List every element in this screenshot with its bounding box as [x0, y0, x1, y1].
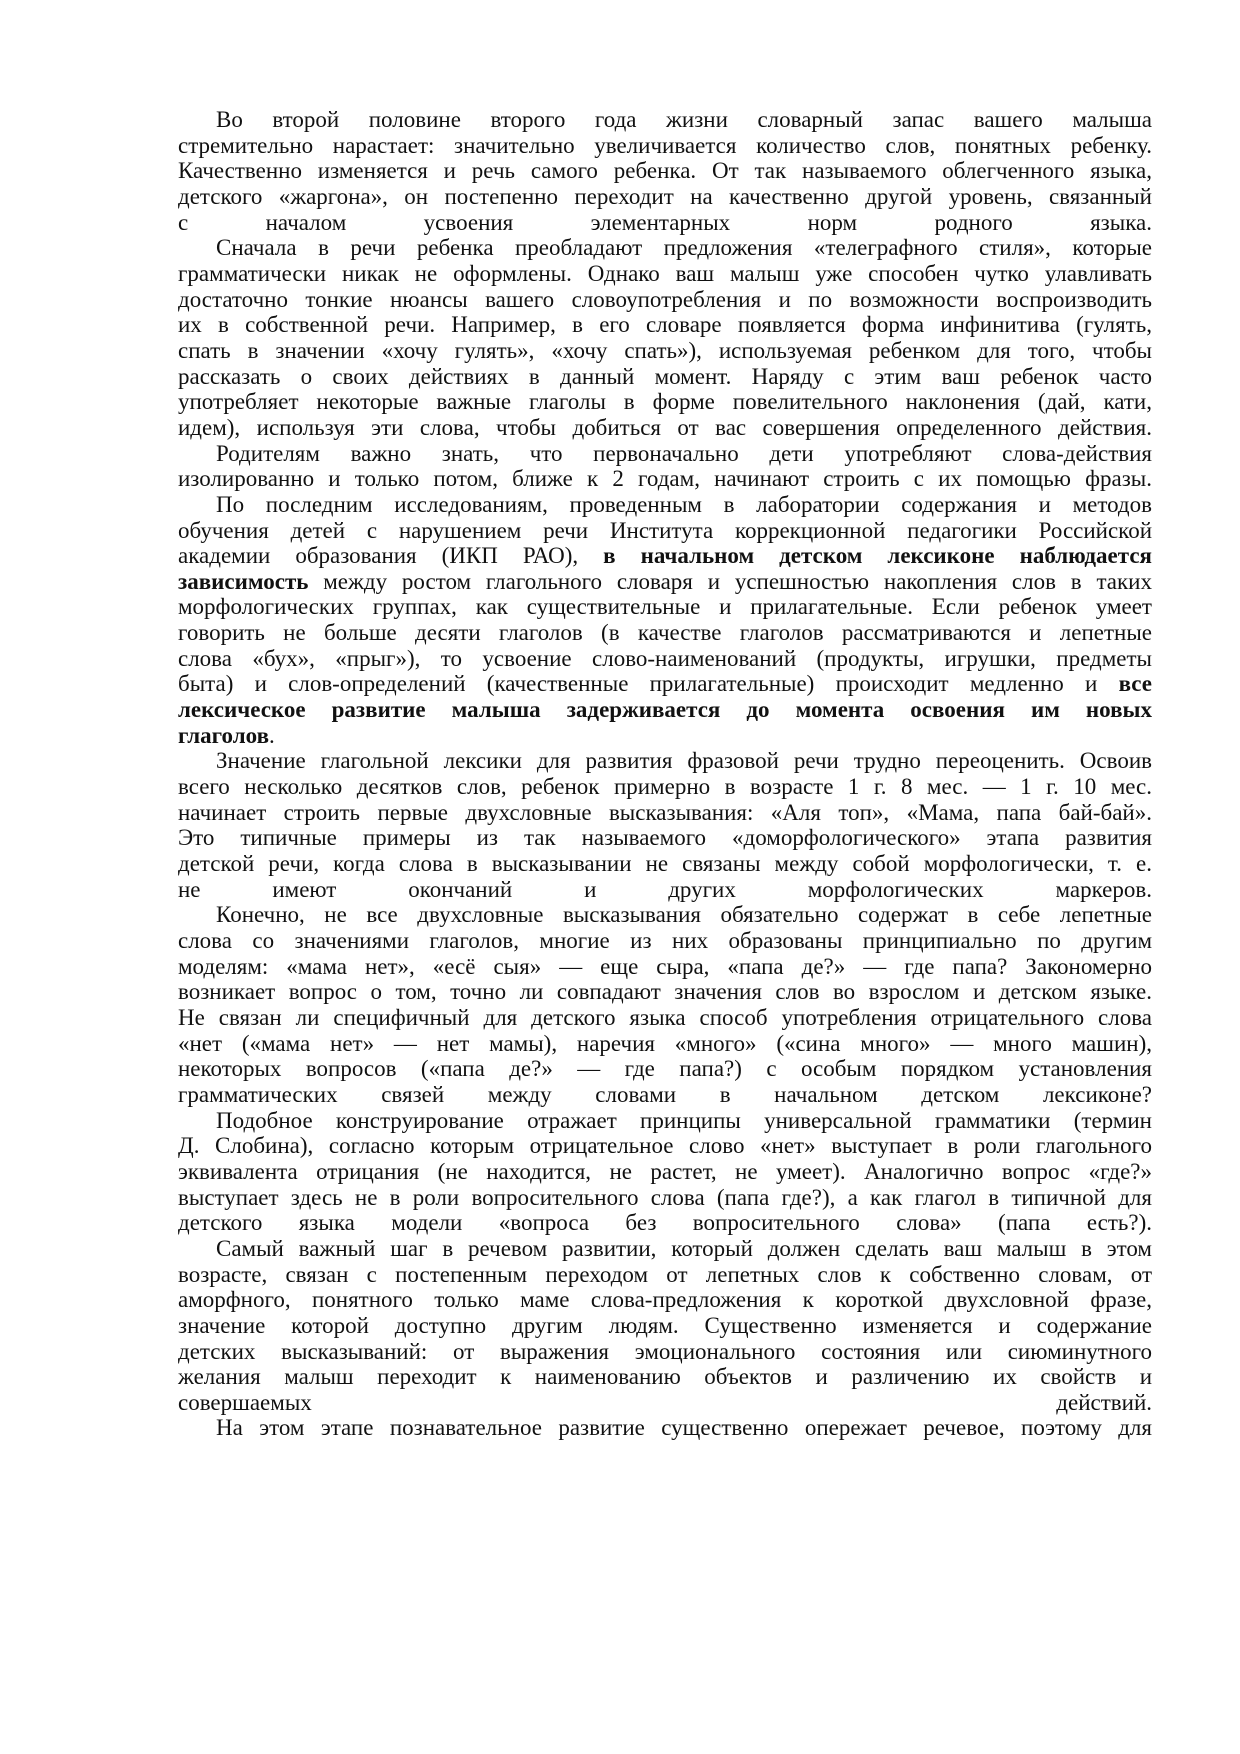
text-line	[178, 543, 1152, 569]
paragraph	[178, 1108, 1152, 1236]
text-line: грамматических связей между словами в начальном детском лексиконе?	[178, 1081, 1152, 1107]
text-line: «нет («мама нет» — нет мамы), наречия «много» («сина много» — много машин),	[178, 1030, 1152, 1056]
text-line: Самый важный шаг в речевом развитии, который должен сделать ваш малыш в этом	[216, 1235, 1152, 1261]
text-line: некоторых вопросов («папа де?» — где папа?) с особым порядком установления	[178, 1056, 1152, 1082]
text-line: аморфного, понятного только маме слова-предложения к короткой двухсловной фразе,	[178, 1287, 1152, 1313]
text-line: обучения детей с нарушением речи Института коррекционной педагогики Российской	[178, 517, 1152, 543]
paragraph	[178, 107, 1152, 235]
text-line	[178, 569, 1152, 595]
text-line: слова «бух», «прыг»), то усвоение слово-наименований (продукты, игрушки, предметы	[178, 645, 1152, 671]
text-line	[178, 671, 1152, 697]
text-line: Не связан ли специфичный для детского языка способ употребления отрицательного слова	[178, 1004, 1152, 1030]
text-line: эквивалента отрицания (не находится, не растет, не умеет). Аналогично вопрос «где?»	[178, 1158, 1152, 1184]
text-line: Во второй половине второго года жизни словарный запас вашего малыша	[216, 107, 1152, 132]
text-line: возникает вопрос о том, точно ли совпадают значения слов во взрослом и детском языке.	[178, 979, 1152, 1005]
text-line: детского языка модели «вопроса без вопросительного слова» (папа есть?).	[178, 1210, 1152, 1236]
text-line	[178, 697, 1152, 723]
text-line: говорить не больше десяти глаголов (в качестве глаголов рассматриваются и лепетные	[178, 620, 1152, 646]
text-segment: .	[269, 722, 275, 748]
text-line: По последним исследованиям, проведенным в лаборатории содержания и методов	[216, 491, 1152, 517]
text-line: Конечно, не все двухсловные высказывания обязательно содержат в себе лепетные	[216, 902, 1152, 928]
text-segment: между ростом глагольного словаря и успешностью накопления слов в таких	[308, 568, 1152, 594]
text-line: совершаемых действий.	[178, 1389, 1152, 1415]
paragraph	[178, 748, 1152, 902]
paragraph	[178, 235, 1152, 440]
text-segment: быта) и слов-определений (качественные прилагательные) происходит медленно и	[178, 671, 1119, 697]
bold-text: глаголов	[178, 722, 270, 748]
text-line: детской речи, когда слова в высказывании не связаны между собой морфологически, т. е.	[178, 851, 1152, 877]
text-line: спать в значении «хочу гулять», «хочу спать»), используемая ребенком для того, чтобы	[178, 337, 1152, 363]
text-line: их в собственной речи. Например, в его словаре появляется форма инфинитива (гулять,	[178, 312, 1152, 338]
text-line: Подобное конструирование отражает принципы универсальной грамматики (термин	[216, 1107, 1152, 1133]
text-line: начинает строить первые двухсловные высказывания: «Аля топ», «Мама, папа бай-бай».	[178, 799, 1152, 825]
bold-text: зависимость	[178, 568, 309, 594]
text-line: всего несколько десятков слов, ребенок примерно в возрасте 1 г. 8 мес. — 1 г. 10 мес.	[178, 774, 1152, 800]
text-line: идем), используя эти слова, чтобы добиться от вас совершения определенного действия.	[178, 414, 1152, 440]
text-line: детских высказываний: от выражения эмоционального состояния или сиюминутного	[178, 1338, 1152, 1364]
text-line: Значение глагольной лексики для развития фразовой речи трудно переоценить. Освоив	[216, 748, 1152, 774]
text-line: достаточно тонкие нюансы вашего словоупотребления и по возможности воспроизводить	[178, 286, 1152, 312]
document-page	[178, 107, 1152, 1441]
text-line: слова со значениями глаголов, многие из них образованы принципиально по другим	[178, 928, 1152, 953]
paragraph	[178, 492, 1152, 749]
paragraph	[178, 1415, 1152, 1441]
text-line: значение которой доступно другим людям. Существенно изменяется и содержание	[178, 1312, 1152, 1338]
text-line: моделям: «мама нет», «есё сыя» — еще сыра, «папа де?» — где папа? Закономерно	[178, 953, 1152, 979]
text-segment: академии образования (ИКП РАО),	[178, 543, 604, 569]
text-line: Сначала в речи ребенка преобладают предложения «телеграфного стиля», которые	[216, 235, 1152, 261]
text-line: выступает здесь не в роли вопросительного слова (папа где?), а как глагол в типичной для	[178, 1184, 1152, 1210]
text-line: морфологических группах, как существительные и прилагательные. Если ребенок умеет	[178, 594, 1152, 620]
text-line: детского «жаргона», он постепенно переходит на качественно другой уровень, связанный	[178, 183, 1152, 209]
text-line: рассказать о своих действиях в данный момент. Наряду с этим ваш ребенок часто	[178, 363, 1152, 389]
text-line: не имеют окончаний и других морфологических маркеров.	[178, 876, 1152, 902]
text-line: стремительно нарастает: значительно увеличивается количество слов, понятных ребенку.	[178, 132, 1152, 158]
bold-text: все	[1118, 671, 1152, 697]
text-line: употребляет некоторые важные глаголы в форме повелительного наклонения (дай, кати,	[178, 389, 1152, 415]
text-line: Д. Слобина), согласно которым отрицательное слово «нет» выступает в роли глагольного	[178, 1133, 1152, 1159]
text-line: Родителям важно знать, что первоначально дети употребляют слова-действия	[216, 440, 1152, 466]
text-line: грамматически никак не оформлены. Однако ваш малыш уже способен чутко улавливать	[178, 260, 1152, 286]
text-line: Это типичные примеры из так называемого «доморфологического» этапа развития	[178, 825, 1152, 851]
text-line	[178, 723, 1152, 749]
paragraph	[178, 902, 1152, 1107]
text-line: изолированно и только потом, ближе к 2 годам, начинают строить с их помощью фразы.	[178, 466, 1152, 492]
paragraph	[178, 441, 1152, 492]
text-line: возрасте, связан с постепенным переходом от лепетных слов к собственно словам, от	[178, 1261, 1152, 1287]
bold-text: в начальном детском лексиконе наблюдается	[603, 543, 1152, 569]
text-line: с началом усвоения элементарных норм родного языка.	[178, 209, 1152, 235]
text-line: На этом этапе познавательное развитие существенно опережает речевое, поэтому для	[216, 1415, 1152, 1441]
text-line: Качественно изменяется и речь самого ребенка. От так называемого облегченного языка,	[178, 158, 1152, 184]
paragraph	[178, 1236, 1152, 1416]
text-line: желания малыш переходит к наименованию объектов и различению их свойств и	[178, 1364, 1152, 1390]
bold-text: лексическое развитие малыша задерживается до момента освоения им новых	[178, 697, 1152, 723]
